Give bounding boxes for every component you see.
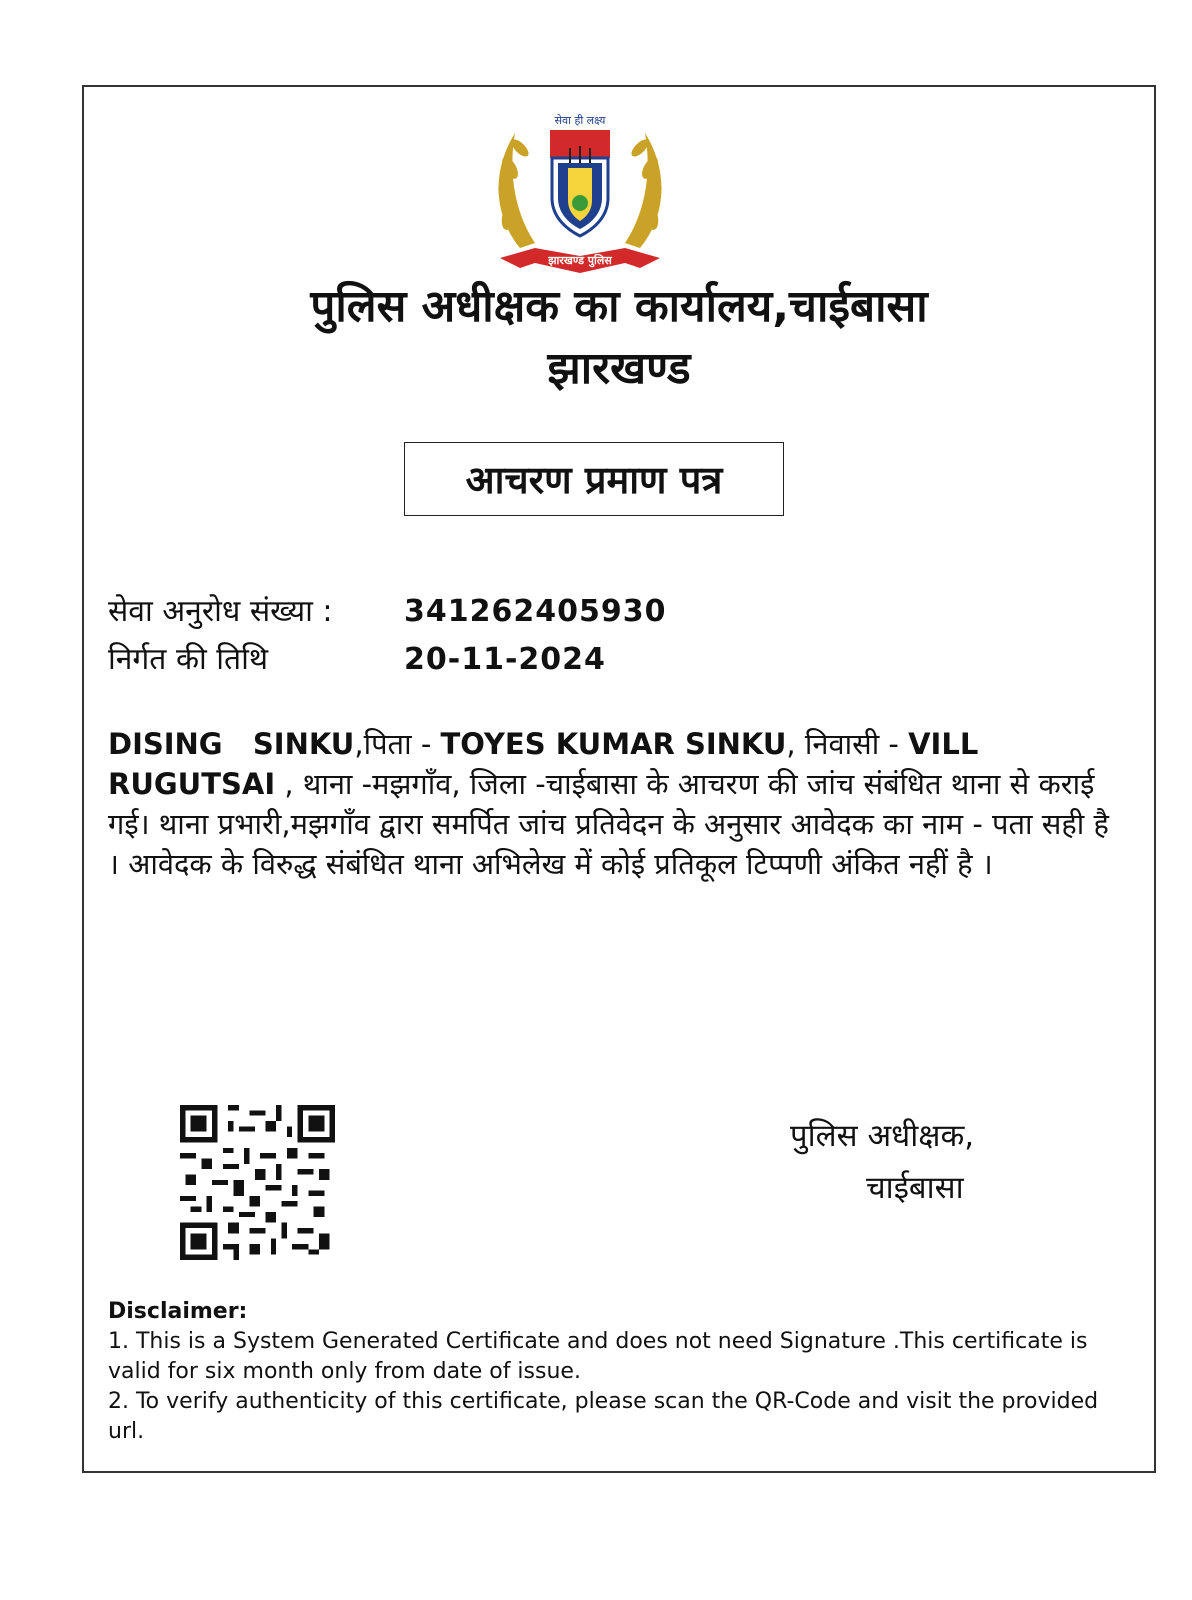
signatory-location: चाईबासा bbox=[866, 1170, 964, 1206]
village-name: VILL RUGUTSAI bbox=[108, 727, 979, 801]
service-request-row bbox=[108, 590, 667, 634]
issue-date-row bbox=[108, 638, 606, 682]
applicant-name: DISING SINKU bbox=[108, 727, 355, 761]
disclaimer-section bbox=[108, 1297, 1118, 1447]
service-request-label: सेवा अनुरोध संख्या : bbox=[108, 594, 333, 629]
emblem-motto: सेवा ही लक्ष्य bbox=[554, 114, 606, 127]
resident-label: , निवासी - bbox=[786, 727, 909, 761]
father-name: TOYES KUMAR SINKU bbox=[440, 727, 787, 761]
father-label: ,पिता - bbox=[354, 727, 441, 761]
jharkhand-police-emblem bbox=[480, 108, 680, 288]
certificate-title-text: आचरण प्रमाण पत्र bbox=[465, 458, 723, 502]
certificate-title bbox=[404, 442, 784, 516]
verification-qr-code[interactable] bbox=[180, 1105, 335, 1260]
office-name: पुलिस अधीक्षक का कार्यालय,चाईबासा bbox=[310, 281, 928, 332]
office-heading bbox=[82, 276, 1156, 400]
state-name: झारखण्ड bbox=[547, 343, 691, 394]
disclaimer-item-1: 1. This is a System Generated Certificate and does not need Signature .This certificate is valid for six month only from date of issue. bbox=[108, 1329, 1088, 1384]
certificate-body bbox=[108, 724, 1128, 884]
issue-date-label: निर्गत की तिथि bbox=[108, 642, 269, 677]
signatory-designation: पुलिस अधीक्षक, bbox=[790, 1118, 975, 1154]
service-request-value: 341262405930 bbox=[404, 594, 667, 629]
signatory-block bbox=[790, 1110, 974, 1214]
issue-date-value: 20-11-2024 bbox=[404, 642, 606, 677]
emblem-ribbon-text: झारखण्ड पुलिस bbox=[548, 254, 612, 267]
disclaimer-item-2: 2. To verify authenticity of this certificate, please scan the QR-Code and visit the provided url. bbox=[108, 1389, 1099, 1444]
body-remaining-text: , थाना -मझगाँव, जिला -चाईबासा के आचरण की जांच संबंधित थाना से कराई गई। थाना प्रभारी,मझगाँव द्वारा समर्पित जांच प्रतिवेदन के अनुसार आवेदक का नाम - पता सही है । आवेदक के विरुद्ध संबंधित थाना अभिलेख में कोई प्रतिकूल टिप्पणी अंकित नहीं है । bbox=[108, 767, 1109, 881]
disclaimer-heading: Disclaimer: bbox=[108, 1299, 248, 1324]
